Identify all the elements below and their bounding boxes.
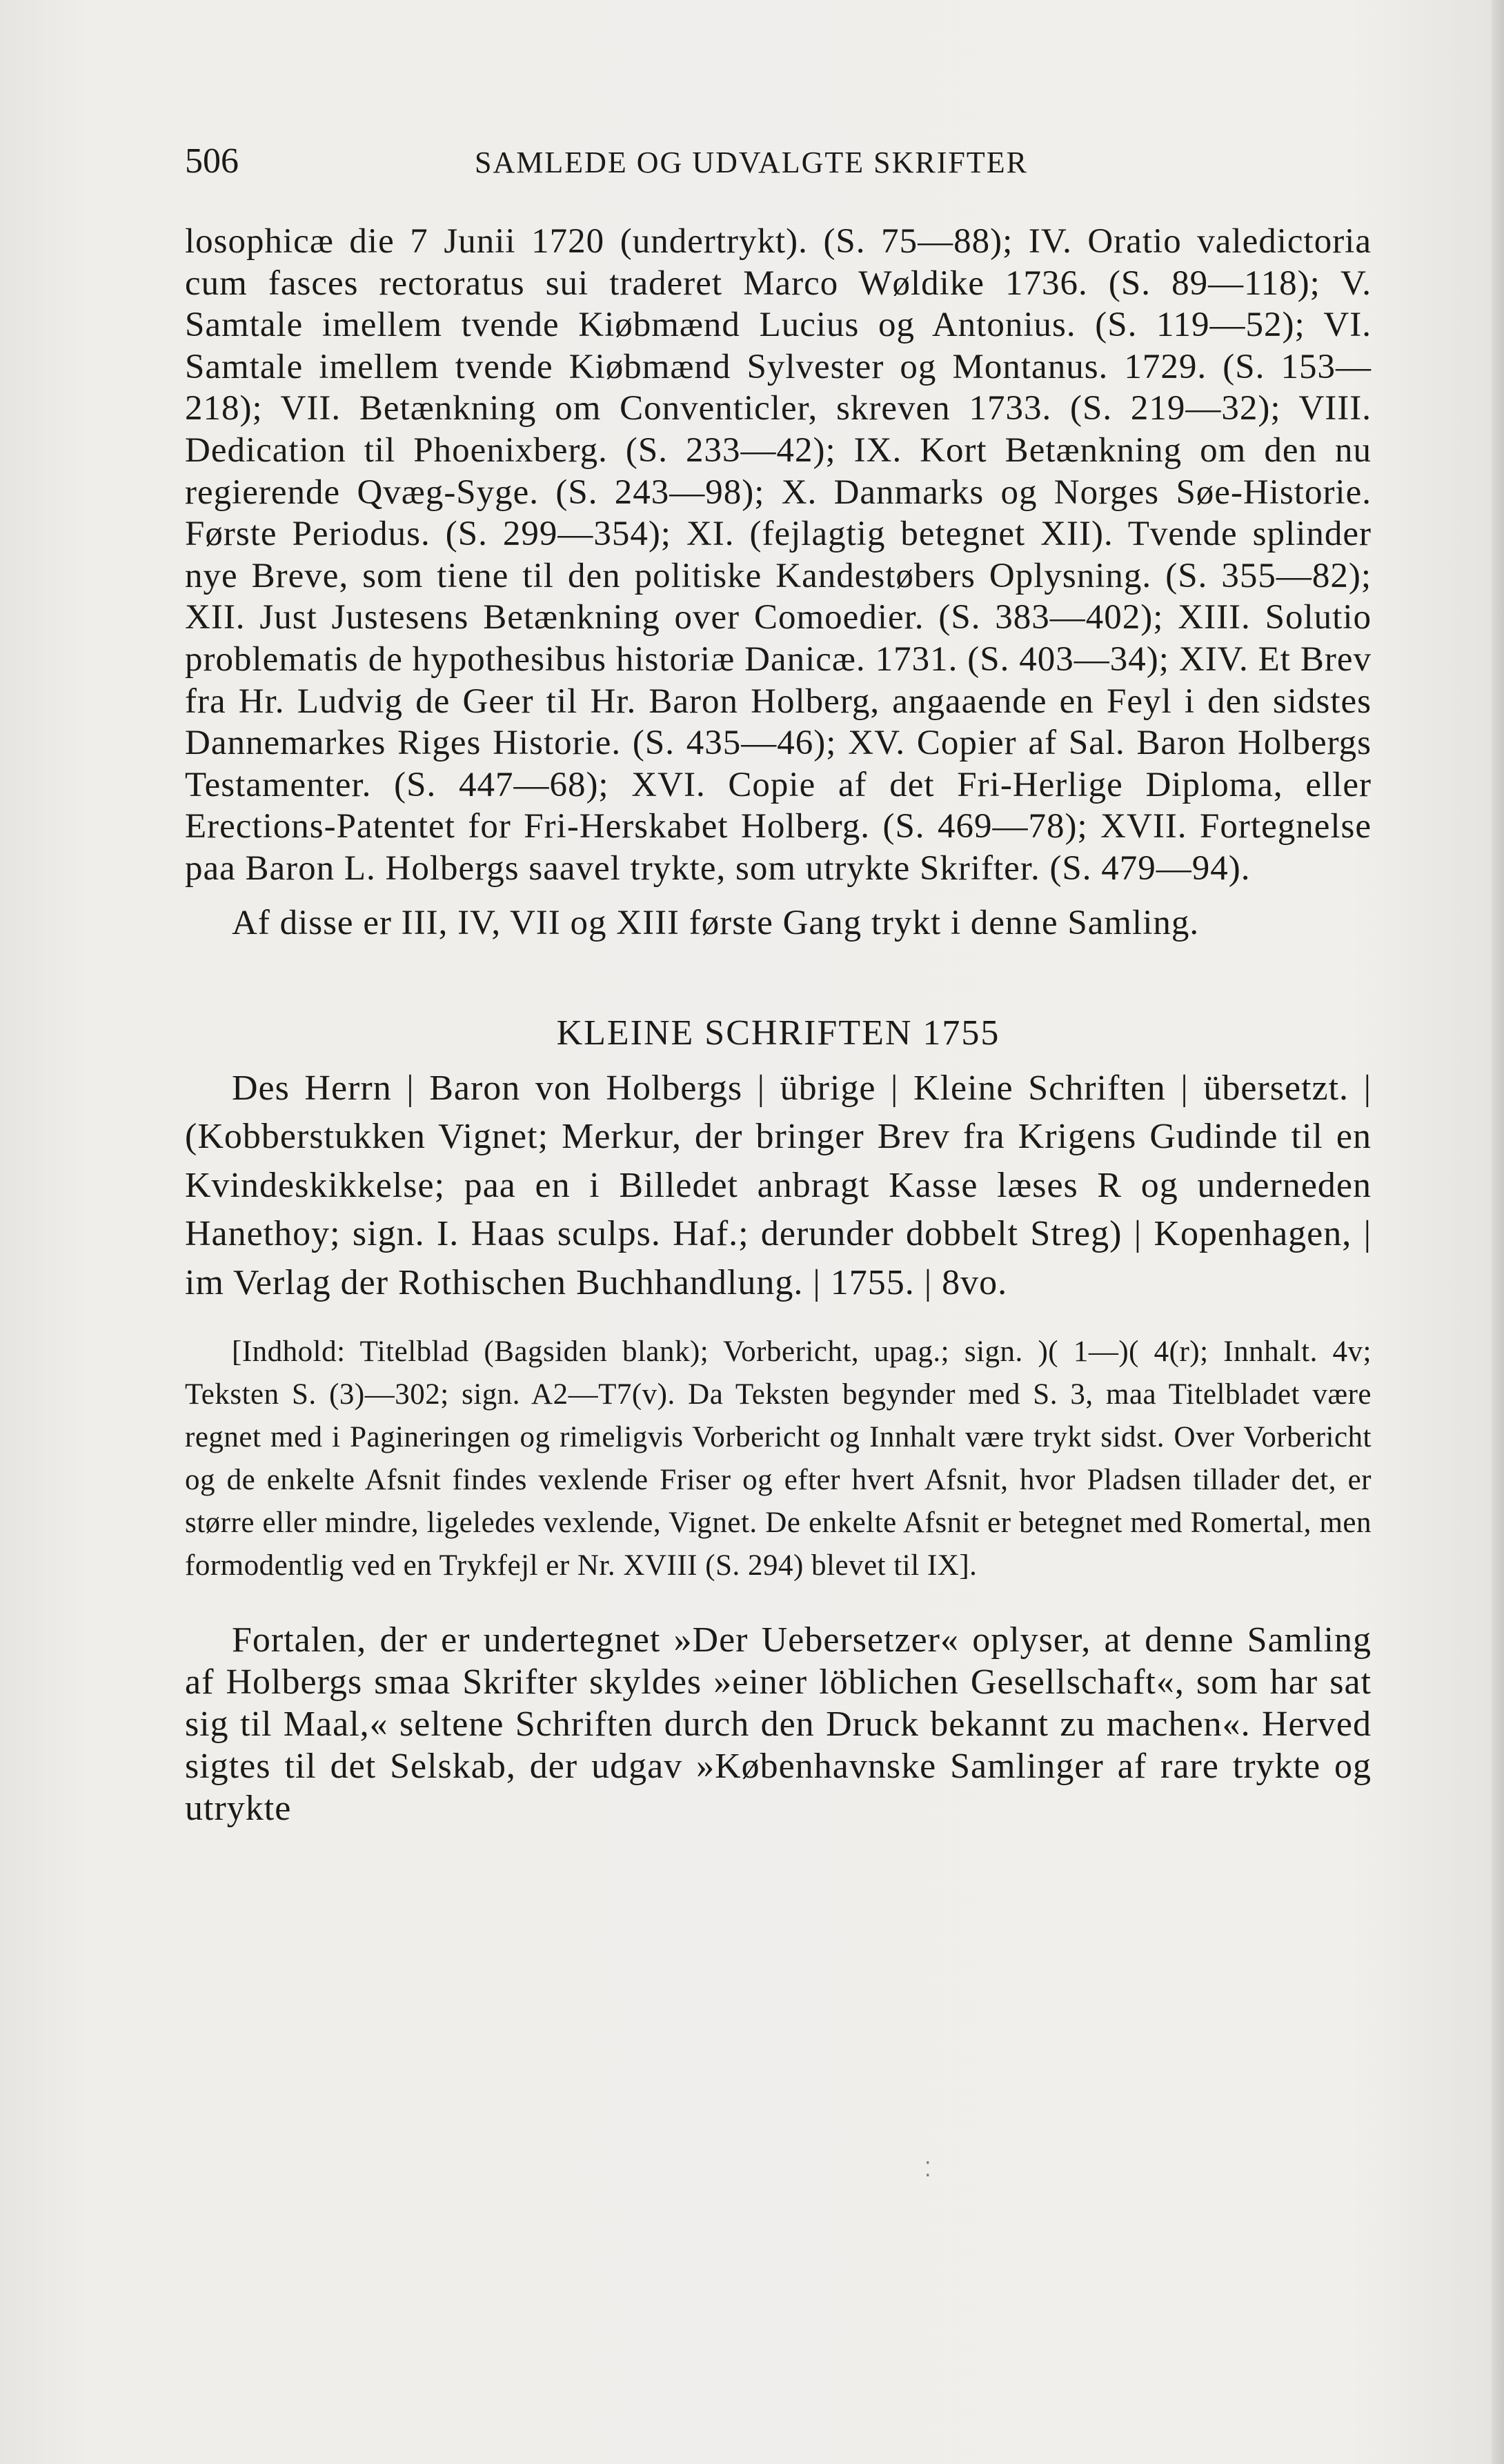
print-speck: ⁚	[924, 2158, 931, 2181]
page-body	[185, 221, 1372, 1829]
first-printing-note: Af disse er III, IV, VII og XIII første Gang trykt i denne Samling.	[232, 903, 1200, 942]
section-heading: KLEINE SCHRIFTEN 1755	[556, 1013, 1000, 1053]
running-head	[185, 141, 1372, 189]
title-description-paragraph: Des Herrn | Baron von Holbergs | übrige | Kleine Schriften | übersetzt. | (Kobberstukken Vignet; Merkur, der bringer Brev fra Krigens Gudinde til en Kvindeskikkelse; paa en i Billedet anbragt Kasse læses R og underneden Hanethoy; sign. I. Haas sculps. Haf.; derunder dobbelt Streg) | Kopenhagen, | im Verlag der Rothischen Buchhandlung. | 1755. | 8vo.	[185, 1068, 1372, 1302]
running-head-title: SAMLEDE OG UDVALGTE SKRIFTER	[475, 146, 1028, 179]
page-number: 506	[185, 141, 239, 181]
contents-bracket-note: [Indhold: Titelblad (Bagsiden blank); Vorbericht, upag.; sign. )( 1—)( 4(r); Innhalt. 4v; Teksten S. (3)—302; sign. A2—T7(v). Da Teksten begynder med S. 3, maa Titelbladet være regnet med i Pagineringen og rimeligvis Vorbericht og Innhalt være trykt sidst. Over Vorbericht og de enkelte Afsnit findes vexlende Friser og efter hvert Afsnit, hvor Pladsen tillader det, er større eller mindre, ligeledes vexlende, Vignet. De enkelte Afsnit er betegnet med Romertal, men formodentlig ved en Trykfejl er Nr. XVIII (S. 294) blevet til IX].	[185, 1335, 1372, 1582]
contents-list-paragraph: losophicæ die 7 Junii 1720 (undertrykt). (S. 75—88); IV. Oratio valedictoria cum fasces rectoratus sui traderet Marco Wøldike 1736. (S. 89—118); V. Samtale imellem tvende Kiøbmænd Lucius og Antonius. (S. 119—52); VI. Samtale imellem tvende Kiøbmænd Sylvester og Montanus. 1729. (S. 153—218); VII. Betænkning om Conventicler, skreven 1733. (S. 219—32); VIII. Dedication til Phoenixberg. (S. 233—42); IX. Kort Betænkning om den nu regierende Qvæg-Syge. (S. 243—98); X. Danmarks og Norges Søe-Historie. Første Periodus. (S. 299—354); XI. (fejlagtig betegnet XII). Tvende splinder nye Breve, som tiene til den politiske Kandestøbers Oplysning. (S. 355—82); XII. Just Justesens Betænkning over Comoedier. (S. 383—402); XIII. Solutio problematis de hypothesibus historiæ Danicæ. 1731. (S. 403—34); XIV. Et Brev fra Hr. Ludvig de Geer til Hr. Baron Holberg, angaaende en Feyl i den sidstes Dannemarkes Riges Historie. (S. 435—46); XV. Copier af Sal. Baron Holbergs Testamenter. (S. 447—68); XVI. Copie af det Fri-Herlige Diploma, eller Erections-Patentet for Fri-Herskabet Holberg. (S. 469—78); XVII. Fortegnelse paa Baron L. Holbergs saavel trykte, som utrykte Skrifter. (S. 479—94).	[185, 222, 1372, 888]
book-spine-shadow	[1492, 0, 1504, 2464]
preface-paragraph: Fortalen, der er undertegnet »Der Uebersetzer« oplyser, at denne Samling af Holbergs smaa Skrifter skyldes »einer löblichen Gesellschaft«, som har sat sig til Maal,« seltene Schriften durch den Druck bekannt zu machen«. Herved sigtes til det Selskab, der udgav »Københavnske Samlinger af rare trykte og utrykte	[185, 1620, 1372, 1828]
